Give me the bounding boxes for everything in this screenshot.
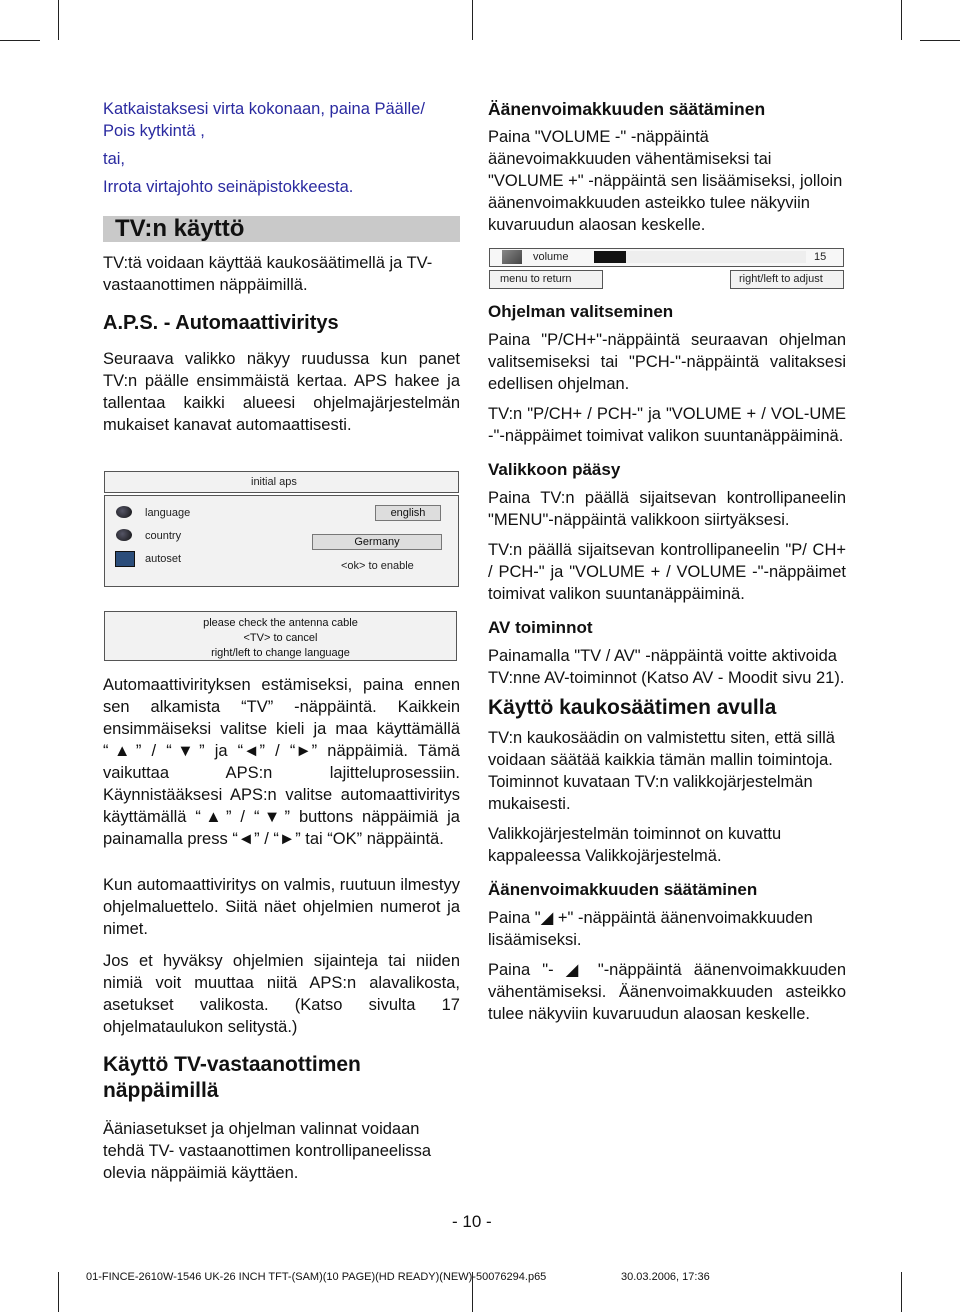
volume-value: 15 [814,251,827,263]
subheading: Äänenvoimakkuuden säätäminen [488,880,758,899]
paragraph: Automaattivirityksen estämiseksi, paina ennen sen alkamista “TV” -näppäintä. Kaikkein ensimmäiseksi valitse kieli ja maa käyttämällä “▲” / “▼” ja “◄” / “►” näppäimiä. Tämä vaikuttaa APS:n lajitteluprosessiin. Käynnistääksesi APS:n valitse automaattiviritys käyttämällä “▲” / “▼” buttons näppäimiä ja painamalla press “◄” / “►” tai “OK” näppäintä. [103,676,460,848]
subheading: Äänenvoimakkuuden säätäminen [488,99,766,119]
paragraph: Paina "- ◢ "-näppäintä äänenvoimakkuuden vähentämiseksi. Äänenvoimakkuuden asteikko tulee näkyviin kuvaruudun alaosan keskelle. [488,961,846,1023]
section-heading: TV:n käyttö [103,216,460,242]
language-icon [116,506,132,518]
language-label: language [145,507,191,519]
aps-menu-title-bar [104,471,459,493]
hint-line: please check the antenna cable [203,617,358,629]
paragraph: Ääniasetukset ja ohjelman valinnat voidaan tehdä TV- vastaanottimen kontrollipaneelissa olevia näppäimiä käyttäen. [103,1120,432,1182]
subheading: Ohjelman valitseminen [488,302,674,321]
paragraph: TV:n "P/CH+ / PCH-" ja "VOLUME + / VOL-UME -"-näppäimet toimivat valikon suuntanäppäiminä. [488,405,846,445]
intro-line: Irrota virtajohto seinäpistokkeesta. [103,178,354,196]
aps-menu-title: initial aps [251,476,297,488]
country-value[interactable]: Germany [312,534,442,550]
subheading: Käyttö kaukosäätimen avulla [488,696,777,719]
paragraph: Paina "P/CH+"-näppäintä seuraavan ohjelman valitsemiseksi tai "PCH-"-näppäintä valitaksesi edellisen ohjelman. [488,331,846,393]
volume-bar-frame [489,248,844,267]
aps-menu-panel [104,495,459,587]
subheading: Käyttö TV-vastaanottimen näppäimillä [103,1053,361,1102]
paragraph: TV:tä voidaan käyttää kaukosäätimellä ja TV-vastaanottimen näppäimillä. [103,254,433,294]
right-column [488,98,846,244]
paragraph: Paina "VOLUME -" -näppäintä äänevoimakkuuden vähentämiseksi tai "VOLUME +" -näppäintä sen lisäämiseksi, jolloin äänenvoimakkuuden asteikko tulee näkyviin kuvaruudun alaosan keskelle. [488,128,843,234]
volume-label: volume [533,251,569,263]
hint-line: <TV> to cancel [243,632,318,644]
volume-track [594,251,806,263]
hint-line: right/left to change language [211,647,350,659]
crop-mark [58,1272,59,1312]
crop-mark [901,0,902,40]
paragraph: Paina TV:n päällä sijaitsevan kontrollipaneelin "MENU"-näppäintä valikkoon siirtyäksesi. [488,489,846,529]
crop-mark [472,0,473,40]
paragraph: Paina "◢ +" -näppäintä äänenvoimakkuuden lisäämiseksi. [488,909,813,949]
language-value[interactable]: english [375,505,441,521]
paragraph: Painamalla "TV / AV" -näppäintä voitte aktivoida TV:nne AV-toiminnot (Katso AV - Moodit sivu 21). [488,647,845,687]
subheading: Valikkoon pääsy [488,460,621,479]
aps-menu-hints [104,611,457,661]
menu-return-label: menu to return [500,273,572,285]
paragraph: TV:n päällä sijaitsevan kontrollipaneelin "P/ CH+ / PCH-" ja "VOLUME + / VOLUME -"-näppäimet toimivat valikon suuntanäppäiminä. [488,541,846,603]
autoset-icon [115,551,135,567]
crop-mark [901,1272,902,1312]
footer-filename: 01-FINCE-2610W-1546 UK-26 INCH TFT-(SAM)(10 PAGE)(HD READY)(NEW)-50076294.p65 [86,1271,547,1283]
intro-line: tai, [103,150,126,168]
adjust-hint-box [730,270,844,289]
crop-mark [0,40,40,41]
volume-icon [502,250,522,264]
intro-line: Katkaistaksesi virta kokonaan, paina Päälle/ Pois kytkintä , [103,100,425,140]
volume-level-fill [594,251,626,263]
menu-return-box [489,270,603,289]
paragraph: Seuraava valikko näkyy ruudussa kun panet TV:n päälle ensimmäistä kertaa. APS hakee ja tallentaa kaikki alueesi ohjelmajärjestelmän mukaiset kanavat automaattisesti. [103,350,460,434]
page-number: - 10 - [452,1212,492,1231]
footer-date: 30.03.2006, 17:36 [621,1271,710,1283]
crop-mark [920,40,960,41]
paragraph: Jos et hyväksy ohjelmien sijainteja tai niiden nimiä voit muuttaa niitä APS:n alavalikosta, asetukset valikosta. (Katso sivulta 17 ohjelmataulukon selitystä.) [103,952,460,1036]
autoset-label: autoset [145,553,182,565]
paragraph: Kun automaattiviritys on valmis, ruutuun ilmestyy ohjelmaluettelo. Siitä näet ohjelmien numerot ja nimet. [103,876,460,938]
subheading: AV toiminnot [488,618,593,637]
right-column-lower [488,301,846,1033]
country-icon [116,529,132,541]
paragraph: TV:n kaukosäädin on valmistettu siten, että sillä voidaan säätää kaikkia tämän mallin toimintoja. Toiminnot kuvataan TV:n valikkojärjestelmän mukaisesti. [488,729,835,813]
left-column [103,98,460,444]
left-column-lower [103,674,460,1192]
crop-mark [58,0,59,40]
aps-heading: A.P.S. - Automaattiviritys [103,312,339,334]
country-label: country [145,530,182,542]
adjust-hint-label: right/left to adjust [739,273,823,285]
autoset-value[interactable]: <ok> to enable [341,560,414,572]
paragraph: Valikkojärjestelmän toiminnot on kuvattu kappaleessa Valikkojärjestelmä. [488,825,782,865]
